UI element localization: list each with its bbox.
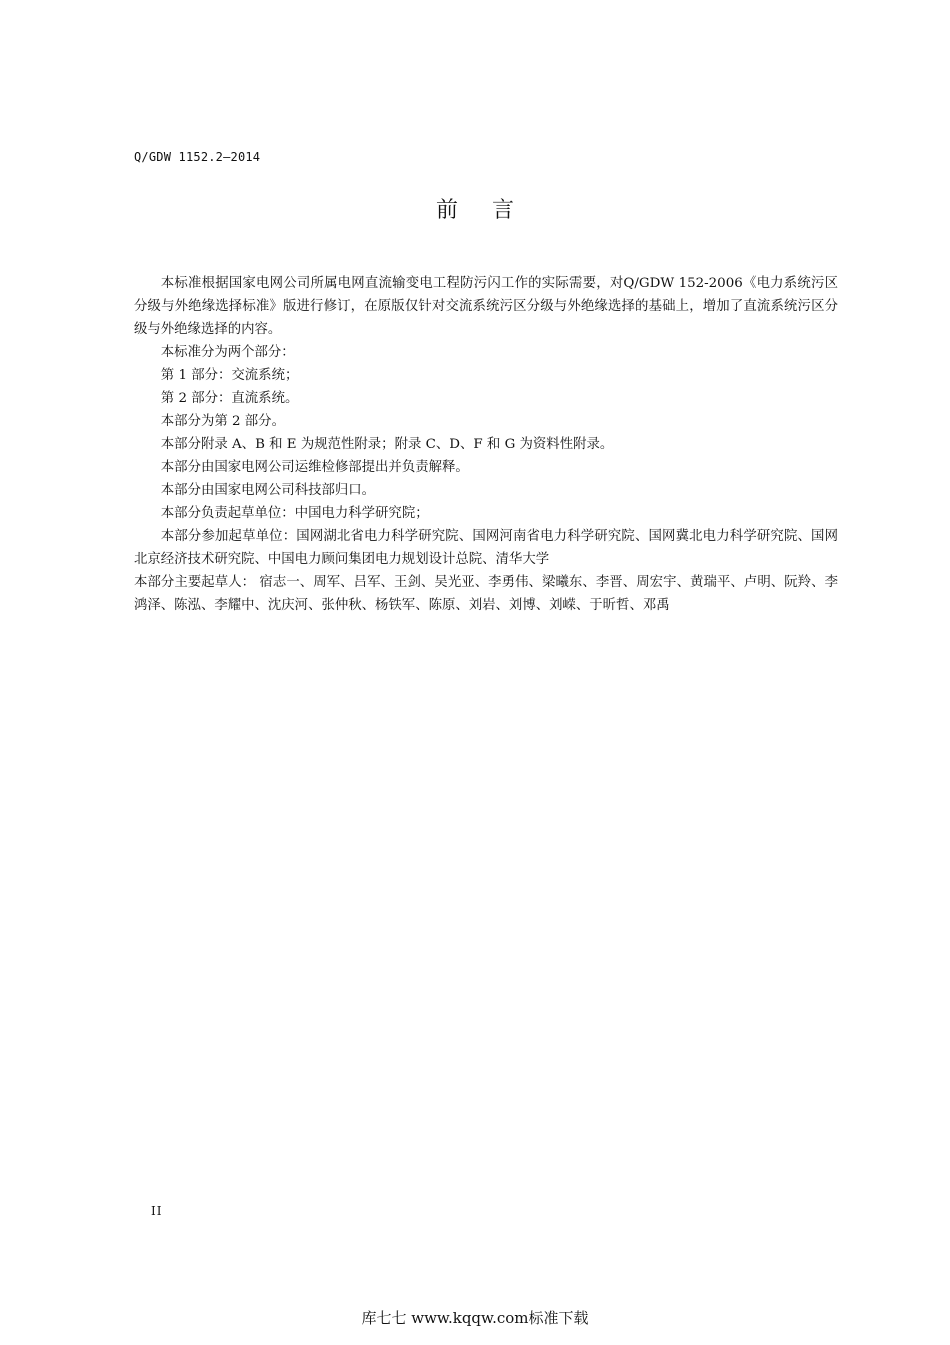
standard-code: Q/GDW 1152.2—2014 bbox=[134, 150, 261, 164]
paragraph-lead-drafter: 本部分负责起草单位：中国电力科学研究院； bbox=[160, 506, 429, 521]
paragraph-administrator: 本部分由国家电网公司科技部归口。 bbox=[160, 483, 376, 498]
paragraph-annexes: 本部分附录 A、B 和 E 为规范性附录；附录 C、D、F 和 G 为资料性附录。 bbox=[160, 437, 614, 452]
paragraph-proposer: 本部分由国家电网公司运维检修部提出并负责解释。 bbox=[160, 460, 469, 475]
footer-watermark: 库七七 www.kqqw.com标准下载 bbox=[361, 1309, 589, 1327]
paragraph-part-2: 第 2 部分：直流系统。 bbox=[160, 391, 299, 406]
preface-body bbox=[134, 272, 838, 617]
paragraph-this-part: 本部分为第 2 部分。 bbox=[160, 414, 285, 429]
paragraph-part-1: 第 1 部分：交流系统； bbox=[160, 368, 299, 383]
paragraph-participating-drafters: 本部分参加起草单位：国网湖北省电力科学研究院、国网河南省电力科学研究院、国网冀北电力科学研究院、国网北京经济技术研究院、中国电力顾问集团电力规划设计总院、清华大学 bbox=[134, 529, 838, 567]
paragraph-main-drafters: 本部分主要起草人： 宿志一、周军、吕军、王剑、吴光亚、李勇伟、梁曦东、李晋、周宏宇、黄瑞平、卢明、阮羚、李鸿泽、陈泓、李耀中、沈庆河、张仲秋、杨铁军、陈原、刘岩、刘博、刘嵘、于昕哲、邓禹 bbox=[134, 575, 838, 613]
paragraph-revision-basis: 本标准根据国家电网公司所属电网直流输变电工程防污闪工作的实际需要，对Q/GDW 152-2006《电力系统污区分级与外绝缘选择标准》版进行修订，在原版仅针对交流系统污区分级与外绝缘选择的基础上，增加了直流系统污区分级与外绝缘选择的内容。 bbox=[134, 276, 838, 337]
page-number: II bbox=[151, 1204, 163, 1218]
page-title: 前言 bbox=[435, 198, 548, 223]
paragraph-parts-intro: 本标准分为两个部分： bbox=[160, 345, 295, 360]
